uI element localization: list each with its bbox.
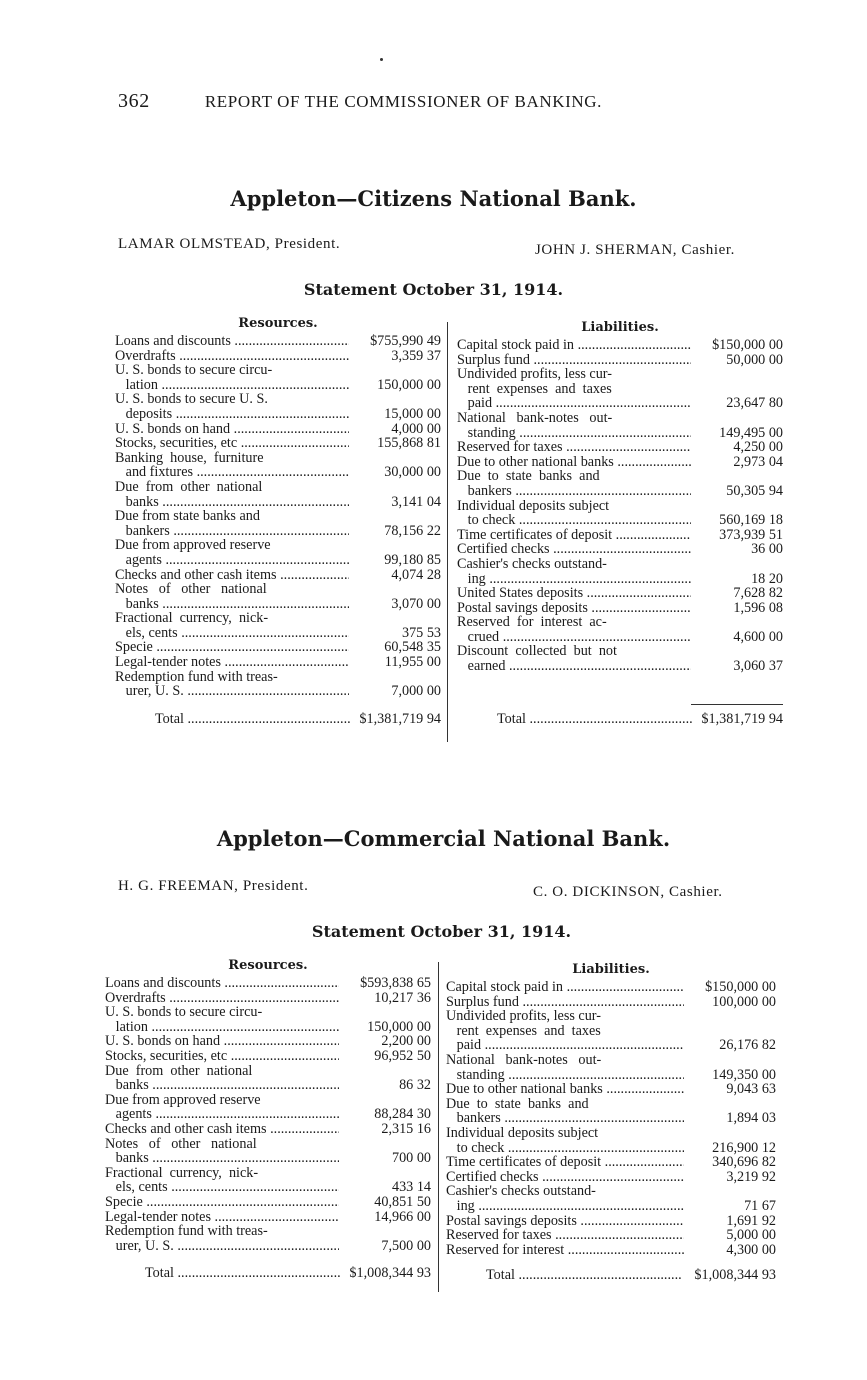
ledger-item-label: standing ..... <box>457 426 691 441</box>
ledger-item-label: Postal savings deposits ..... <box>457 601 691 616</box>
ledger-item-label: to check ..... <box>457 513 691 528</box>
ledger-item-label: Time certificates of deposit ..... <box>446 1155 684 1170</box>
ledger-item-label: Individual deposits subject <box>457 498 610 514</box>
ledger-item-label: Due to other national banks ..... <box>457 455 691 470</box>
ledger-item-amount: 18 20 <box>751 570 783 587</box>
ledger-item-amount: 2,973 04 <box>733 453 783 470</box>
ledger-item-amount: 1,596 08 <box>733 599 783 616</box>
statement-date: Statement October 31, 1914. <box>303 280 564 299</box>
ledger-row <box>446 1024 776 1039</box>
ledger-row <box>115 568 441 583</box>
ledger-item-label: lation ..... <box>105 1020 339 1035</box>
ledger-row <box>446 1214 776 1229</box>
ledger-item-amount: 78,156 22 <box>384 522 441 539</box>
ledger-row <box>105 1210 431 1225</box>
ledger-row <box>105 1049 431 1064</box>
ledger-row <box>115 465 441 480</box>
ledger-row <box>105 1020 431 1035</box>
ledger-item-label: standing ..... <box>446 1068 684 1083</box>
ledger-row <box>446 1155 776 1170</box>
ledger-item-label: U. S. bonds on hand ..... <box>105 1034 339 1049</box>
ledger-row <box>105 1137 431 1152</box>
ledger-row <box>105 1151 431 1166</box>
cashier-name: C. O. DICKINSON, Cashier. <box>533 884 723 900</box>
ledger-item-amount: 15,000 00 <box>384 405 441 422</box>
ledger-row <box>457 586 783 601</box>
president-name: LAMAR OLMSTEAD, President. <box>118 236 341 252</box>
ledger-item-label: Due from other national <box>105 1063 253 1079</box>
ledger-row <box>115 582 441 597</box>
ledger-row <box>105 1239 431 1254</box>
ledger-item-label: ing ..... <box>446 1199 684 1214</box>
ledger-item-label: Notes of other national <box>105 1136 257 1152</box>
president-name: H. G. FREEMAN, President. <box>118 878 309 894</box>
ledger-row <box>457 499 783 514</box>
ledger-item-label: U. S. bonds to secure circu- <box>115 363 273 378</box>
resources-heading: Resources. <box>228 958 308 973</box>
ledger-item-label: urer, U. S. ..... <box>115 684 349 699</box>
liabilities-column <box>446 962 776 1284</box>
ledger-item-amount: 433 14 <box>391 1179 431 1196</box>
ledger-row <box>105 1224 431 1239</box>
ledger-item-amount: 3,219 92 <box>726 1168 776 1185</box>
liabilities-heading: Liabilities. <box>581 320 659 335</box>
ledger-row <box>457 542 783 557</box>
page-number: 362 <box>118 90 150 112</box>
ledger-item-amount: 10,217 36 <box>374 989 431 1006</box>
ledger-row <box>446 1126 776 1141</box>
ledger-item-label: Due from state banks and <box>115 509 260 524</box>
ledger-item-label: Undivided profits, less cur- <box>446 1009 601 1024</box>
ledger-item-amount: 150,000 00 <box>377 376 441 393</box>
ledger-item-label: Legal-tender notes ..... <box>115 655 349 670</box>
ledger-item-label: Certified checks ..... <box>446 1170 684 1185</box>
ledger-item-label: Capital stock paid in ..... <box>446 980 684 995</box>
ledger-item-amount: 149,350 00 <box>712 1066 776 1083</box>
ledger-row <box>115 553 441 568</box>
ledger-item-label: paid ..... <box>446 1038 684 1053</box>
ledger-item-label: Overdrafts ..... <box>115 349 349 364</box>
ledger-item-label: banks ..... <box>105 1151 339 1166</box>
ledger-row <box>457 411 783 426</box>
ledger-item-label: Due to other national banks ..... <box>446 1082 684 1097</box>
ledger-row <box>446 1082 776 1097</box>
total-label: Total ..... <box>115 711 359 728</box>
cashier-name: JOHN J. SHERMAN, Cashier. <box>535 242 736 258</box>
ledger-item-amount: 155,868 81 <box>377 435 441 452</box>
ledger-item-label: United States deposits ..... <box>457 586 691 601</box>
ledger-item-amount: 99,180 85 <box>384 551 441 568</box>
ledger-item-label: Discount collected but not <box>457 644 617 660</box>
resources-heading: Resources. <box>238 316 318 331</box>
ledger-item-amount: 36 00 <box>751 541 783 558</box>
ledger-row <box>446 1097 776 1112</box>
ledger-row <box>446 1111 776 1126</box>
ledger-row <box>105 1005 431 1020</box>
ledger-item-amount: $150,000 00 <box>712 337 783 353</box>
ledger-item-label: National bank-notes out- <box>457 410 613 426</box>
ledger-item-amount: 7,500 00 <box>381 1237 431 1254</box>
ledger-item-label: deposits ..... <box>115 407 349 422</box>
ledger-item-label: Loans and discounts ..... <box>115 334 349 349</box>
ledger-row <box>446 1199 776 1214</box>
ledger-item-label: els, cents ..... <box>115 626 349 641</box>
ledger-row <box>446 995 776 1010</box>
total-amount: $1,381,719 94 <box>359 710 441 727</box>
ledger-item-label: Cashier's checks outstand- <box>446 1184 596 1199</box>
ledger-item-label: Reserved for taxes ..... <box>457 440 691 455</box>
ledger-item-label: and fixtures ..... <box>115 465 349 480</box>
ledger-item-amount: 7,000 00 <box>391 683 441 700</box>
ledger-item-amount: 23,647 80 <box>726 395 783 412</box>
ledger-item-label: Due from other national <box>115 479 263 495</box>
total-amount: $1,008,344 93 <box>694 1267 776 1284</box>
ledger-row <box>105 1180 431 1195</box>
ledger-item-amount: 150,000 00 <box>367 1018 431 1035</box>
ledger-row <box>105 991 431 1006</box>
ledger-item-amount: 4,600 00 <box>733 628 783 645</box>
ledger-row <box>457 353 783 368</box>
ledger-row <box>457 469 783 484</box>
ledger-item-label: Specie ..... <box>105 1195 339 1210</box>
ledger-item-label: Certified checks ..... <box>457 542 691 557</box>
ledger-row <box>446 1170 776 1185</box>
ledger-row <box>457 484 783 499</box>
ledger-item-amount: 2,315 16 <box>381 1120 431 1137</box>
ledger-row <box>115 363 441 378</box>
ledger-item-amount: 560,169 18 <box>719 512 783 529</box>
ledger-item-label: Surplus fund ..... <box>446 995 684 1010</box>
ledger-item-label: bankers ..... <box>457 484 691 499</box>
ledger-item-amount: 26,176 82 <box>719 1037 776 1054</box>
ledger-item-label: Reserved for interest ac- <box>457 615 607 630</box>
ledger-item-amount: 71 67 <box>744 1197 776 1214</box>
ledger-row <box>115 684 441 699</box>
ledger-row <box>105 976 431 991</box>
ledger-row <box>105 1107 431 1122</box>
running-title: REPORT OF THE COMMISSIONER OF BANKING. <box>204 92 602 111</box>
ledger-item-label: U. S. bonds to secure U. S. <box>115 392 268 407</box>
ledger-row <box>115 349 441 364</box>
ledger-row <box>457 572 783 587</box>
ledger-item-label: Reserved for interest ..... <box>446 1243 684 1258</box>
ledger-row <box>115 480 441 495</box>
ledger-item-label: Capital stock paid in ..... <box>457 338 691 353</box>
ledger-item-label: Redemption fund with treas- <box>115 669 278 685</box>
ledger-item-label: Fractional currency, nick- <box>105 1165 259 1181</box>
print-speck <box>380 58 383 61</box>
bank-title: Appleton—Citizens National Bank. <box>230 186 637 211</box>
resources-total-row <box>115 711 441 728</box>
ledger-row <box>115 640 441 655</box>
ledger-row <box>457 367 783 382</box>
ledger-item-label: banks ..... <box>115 495 349 510</box>
ledger-item-amount: 1,691 92 <box>726 1212 776 1229</box>
ledger-row <box>105 1093 431 1108</box>
ledger-item-label: Individual deposits subject <box>446 1125 599 1141</box>
ledger-item-amount: 4,300 00 <box>726 1241 776 1258</box>
ledger-row <box>457 382 783 397</box>
ledger-item-label: Notes of other national <box>115 582 267 597</box>
resources-column <box>115 316 441 728</box>
ledger-item-amount: 4,250 00 <box>733 439 783 456</box>
ledger-item-amount: 700 00 <box>391 1150 431 1167</box>
ledger-item-label: lation ..... <box>115 378 349 393</box>
ledger-item-amount: 30,000 00 <box>384 464 441 481</box>
ledger-item-amount: 5,000 00 <box>726 1227 776 1244</box>
ledger-item-amount: 7,628 82 <box>733 585 783 602</box>
ledger-item-label: bankers ..... <box>115 524 349 539</box>
ledger-row <box>115 378 441 393</box>
ledger-row <box>457 396 783 411</box>
ledger-row <box>115 436 441 451</box>
ledger-item-label: Cashier's checks outstand- <box>457 556 607 572</box>
ledger-item-label: crued ..... <box>457 630 691 645</box>
ledger-item-label: Due from approved reserve <box>115 538 271 553</box>
ledger-row <box>105 1078 431 1093</box>
ledger-row <box>115 670 441 685</box>
ledger-row <box>457 644 783 659</box>
ledger-row <box>457 528 783 543</box>
ledger-item-label: Postal savings deposits ..... <box>446 1214 684 1229</box>
ledger-item-label: Surplus fund ..... <box>457 353 691 368</box>
ledger-item-label: banks ..... <box>115 597 349 612</box>
ledger-item-amount: 60,548 35 <box>384 639 441 656</box>
ledger-row <box>115 495 441 510</box>
resources-total-row <box>105 1265 431 1282</box>
ledger-item-label: National bank-notes out- <box>446 1052 602 1068</box>
ledger-row <box>457 601 783 616</box>
column-divider <box>447 322 448 742</box>
total-amount: $1,381,719 94 <box>701 710 783 727</box>
ledger-item-label: Checks and other cash items ..... <box>105 1122 339 1137</box>
ledger-row <box>446 1068 776 1083</box>
ledger-row <box>446 1184 776 1199</box>
total-label: Total ..... <box>446 1267 694 1284</box>
ledger-item-amount: 100,000 00 <box>712 993 776 1010</box>
ledger-item-label: Undivided profits, less cur- <box>457 367 612 382</box>
ledger-row <box>115 407 441 422</box>
ledger-item-label: Checks and other cash items ..... <box>115 568 349 583</box>
ledger-row <box>105 1195 431 1210</box>
ledger-row <box>105 1166 431 1181</box>
ledger-item-label: bankers ..... <box>446 1111 684 1126</box>
ledger-item-amount: 3,070 00 <box>391 595 441 612</box>
total-amount: $1,008,344 93 <box>349 1265 431 1282</box>
page-header <box>118 90 718 113</box>
ledger-row <box>115 509 441 524</box>
liabilities-column <box>457 320 783 728</box>
total-rule <box>691 704 783 705</box>
ledger-item-amount: 1,894 03 <box>726 1110 776 1127</box>
ledger-row <box>446 1243 776 1258</box>
ledger-item-label: earned ..... <box>457 659 691 674</box>
ledger-row <box>105 1064 431 1079</box>
liabilities-total-row <box>457 711 783 728</box>
ledger-row <box>457 426 783 441</box>
ledger-item-label: Overdrafts ..... <box>105 991 339 1006</box>
ledger-item-label: U. S. bonds on hand ..... <box>115 422 349 437</box>
ledger-row <box>115 597 441 612</box>
ledger-row <box>105 1034 431 1049</box>
ledger-item-label: Reserved for taxes ..... <box>446 1228 684 1243</box>
ledger-item-amount: 3,060 37 <box>733 658 783 675</box>
ledger-item-amount: 340,696 82 <box>712 1154 776 1171</box>
ledger-item-amount: 2,200 00 <box>381 1033 431 1050</box>
ledger-item-amount: 3,359 37 <box>391 347 441 364</box>
ledger-item-amount: 86 32 <box>399 1077 431 1094</box>
ledger-row <box>446 1038 776 1053</box>
column-divider <box>438 962 439 1292</box>
liabilities-total-row <box>446 1267 776 1284</box>
ledger-row <box>115 392 441 407</box>
ledger-row <box>105 1122 431 1137</box>
ledger-item-amount: 11,955 00 <box>384 654 441 671</box>
ledger-row <box>115 451 441 466</box>
ledger-row <box>115 334 441 349</box>
ledger-item-label: Time certificates of deposit ..... <box>457 528 691 543</box>
total-label: Total ..... <box>105 1265 349 1282</box>
bank-title: Appleton—Commercial National Bank. <box>216 826 671 851</box>
ledger-row <box>446 1141 776 1156</box>
ledger-row <box>115 655 441 670</box>
ledger-item-amount: 50,000 00 <box>726 351 783 368</box>
ledger-item-label: to check ..... <box>446 1141 684 1156</box>
ledger-row <box>457 455 783 470</box>
ledger-item-label: Redemption fund with treas- <box>105 1224 268 1239</box>
ledger-item-amount: 9,043 63 <box>726 1081 776 1098</box>
ledger-row <box>457 338 783 353</box>
liabilities-heading: Liabilities. <box>572 962 650 977</box>
ledger-item-label: rent expenses and taxes <box>457 381 612 397</box>
ledger-item-label: agents ..... <box>115 553 349 568</box>
ledger-row <box>457 440 783 455</box>
ledger-item-amount: 373,939 51 <box>719 526 783 543</box>
ledger-item-label: agents ..... <box>105 1107 339 1122</box>
ledger-item-amount: 88,284 30 <box>374 1106 431 1123</box>
ledger-row <box>446 1228 776 1243</box>
ledger-item-amount: 149,495 00 <box>719 424 783 441</box>
ledger-item-label: Due to state banks and <box>457 469 600 484</box>
resources-list <box>115 334 441 699</box>
ledger-item-label: U. S. bonds to secure circu- <box>105 1005 263 1020</box>
ledger-item-label: Legal-tender notes ..... <box>105 1210 339 1225</box>
ledger-row <box>115 524 441 539</box>
liabilities-list <box>457 338 783 674</box>
ledger-row <box>446 980 776 995</box>
ledger-item-amount: 216,900 12 <box>712 1139 776 1156</box>
ledger-item-amount: $593,838 65 <box>360 975 431 991</box>
ledger-row <box>457 615 783 630</box>
ledger-item-amount: $150,000 00 <box>705 979 776 995</box>
ledger-item-amount: 4,074 28 <box>391 566 441 583</box>
resources-list <box>105 976 431 1253</box>
ledger-item-amount: 40,851 50 <box>374 1193 431 1210</box>
ledger-row <box>115 422 441 437</box>
ledger-row <box>457 513 783 528</box>
ledger-item-label: Fractional currency, nick- <box>115 611 269 626</box>
ledger-item-label: Specie ..... <box>115 640 349 655</box>
ledger-item-label: Loans and discounts ..... <box>105 976 339 991</box>
ledger-row <box>457 630 783 645</box>
ledger-item-label: els, cents ..... <box>105 1180 339 1195</box>
ledger-item-label: Due from approved reserve <box>105 1092 261 1108</box>
ledger-item-amount: 4,000 00 <box>391 420 441 437</box>
liabilities-list <box>446 980 776 1257</box>
ledger-row <box>115 538 441 553</box>
ledger-item-amount: 375 53 <box>401 624 441 641</box>
ledger-item-amount: 50,305 94 <box>726 482 783 499</box>
total-label: Total ..... <box>457 711 701 728</box>
ledger-item-label: urer, U. S. ..... <box>105 1239 339 1254</box>
ledger-item-amount: 96,952 50 <box>374 1047 431 1064</box>
ledger-row <box>457 659 783 674</box>
ledger-item-label: paid ..... <box>457 396 691 411</box>
ledger-item-label: Stocks, securities, etc ..... <box>105 1049 339 1064</box>
ledger-item-amount: 3,141 04 <box>391 493 441 510</box>
ledger-item-label: rent expenses and taxes <box>446 1023 601 1039</box>
ledger-row <box>115 611 441 626</box>
ledger-row <box>446 1009 776 1024</box>
ledger-item-amount: 14,966 00 <box>374 1208 431 1225</box>
ledger-item-label: Due to state banks and <box>446 1096 589 1112</box>
ledger-row <box>446 1053 776 1068</box>
ledger-item-label: ing ..... <box>457 572 691 587</box>
resources-column <box>105 958 431 1282</box>
statement-date: Statement October 31, 1914. <box>311 922 572 941</box>
ledger-item-label: banks ..... <box>105 1078 339 1093</box>
ledger-item-amount: $755,990 49 <box>370 333 441 349</box>
ledger-item-label: Stocks, securities, etc ..... <box>115 436 349 451</box>
ledger-item-label: Banking house, furniture <box>115 450 264 466</box>
ledger-row <box>115 626 441 641</box>
ledger-row <box>457 557 783 572</box>
